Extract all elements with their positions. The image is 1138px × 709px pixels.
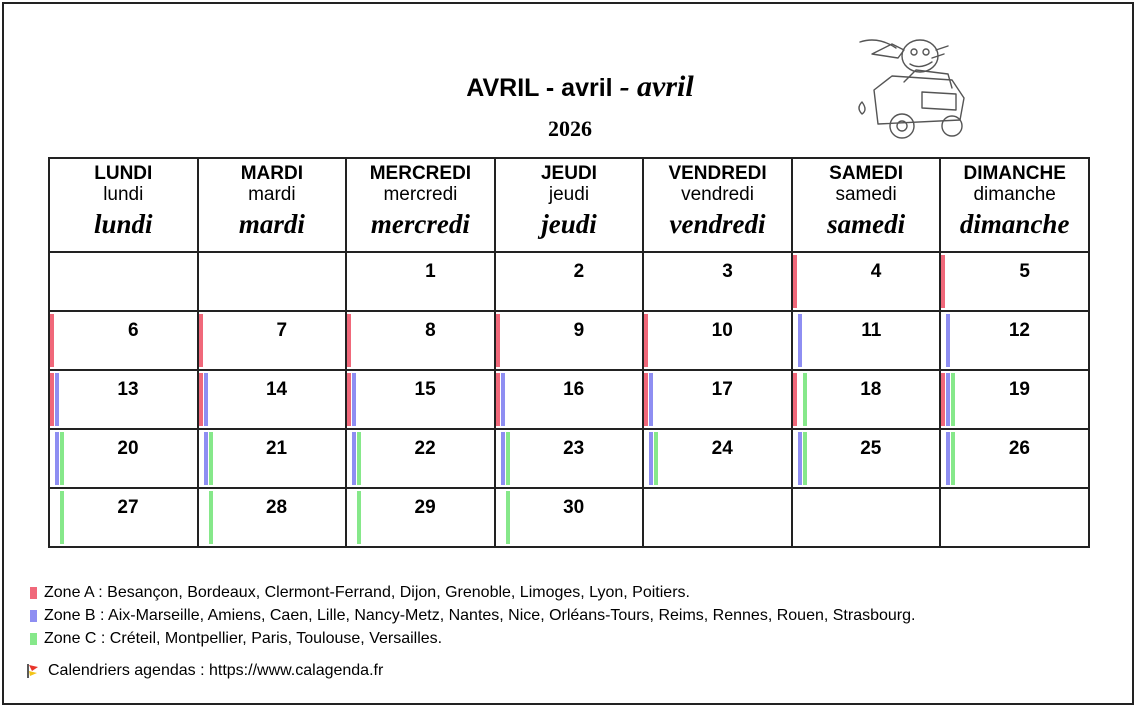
day-number: 13	[117, 379, 139, 400]
week-row	[49, 311, 1089, 370]
empty-day-cell	[940, 488, 1089, 547]
zone-a-holiday-bar	[793, 373, 797, 426]
weekday-cursive: mercredi	[370, 208, 470, 239]
day-number: 25	[860, 438, 882, 459]
zone-c-holiday-bar	[60, 432, 64, 485]
calagenda-logo-icon	[26, 663, 40, 679]
day-number: 9	[573, 320, 585, 341]
zone-c-text: Zone C : Créteil, Montpellier, Paris, Toulouse, Versailles.	[44, 630, 443, 647]
day-cell	[643, 252, 792, 311]
title-cursive: - avril	[619, 70, 694, 103]
zone-b-holiday-bar	[204, 373, 208, 426]
zone-b-holiday-bar	[501, 432, 505, 485]
day-number: 15	[414, 379, 436, 400]
zone-a-holiday-bar	[793, 255, 797, 308]
zone-b-holiday-bar	[649, 432, 653, 485]
day-number: 7	[276, 320, 288, 341]
legend-zone-a	[30, 581, 915, 604]
weekday-lower: mardi	[248, 184, 296, 206]
day-cell	[346, 252, 495, 311]
day-number: 23	[563, 438, 585, 459]
day-number: 10	[711, 320, 733, 341]
week-row	[49, 488, 1089, 547]
day-cell	[198, 488, 347, 547]
zone-b-text: Zone B : Aix-Marseille, Amiens, Caen, Lille, Nancy-Metz, Nantes, Nice, Orléans-Tours, Reims, Rennes, Rouen, Strasbourg.	[44, 607, 916, 624]
zone-b-holiday-bar	[798, 432, 802, 485]
zone-c-holiday-bar	[654, 432, 658, 485]
day-cell	[495, 488, 644, 547]
day-cell	[940, 311, 1089, 370]
day-cell	[495, 311, 644, 370]
day-cell	[792, 370, 941, 429]
zone-c-holiday-bar	[209, 491, 213, 544]
day-number: 22	[414, 438, 436, 459]
zone-a-holiday-bar	[50, 373, 54, 426]
day-cell	[346, 429, 495, 488]
legend-zone-b	[30, 604, 915, 627]
day-number: 17	[711, 379, 733, 400]
day-cell	[49, 311, 198, 370]
zone-c-holiday-bar	[803, 432, 807, 485]
zone-b-holiday-bar	[204, 432, 208, 485]
day-cell	[198, 311, 347, 370]
zone-a-holiday-bar	[347, 373, 351, 426]
weekday-cursive: mardi	[238, 208, 305, 239]
day-cell	[495, 252, 644, 311]
day-number: 6	[127, 320, 139, 341]
week-row	[49, 252, 1089, 311]
empty-day-cell	[198, 252, 347, 311]
day-cell	[643, 429, 792, 488]
zone-b-holiday-bar	[55, 432, 59, 485]
zone-a-holiday-bar	[50, 314, 54, 367]
day-cell	[792, 429, 941, 488]
day-number: 4	[870, 261, 882, 282]
day-number: 3	[722, 261, 733, 282]
day-number: 29	[414, 497, 436, 518]
weekday-upper: VENDREDI	[668, 163, 767, 184]
calendar-table	[48, 157, 1090, 548]
day-cell	[198, 429, 347, 488]
zone-a-swatch	[30, 587, 37, 599]
empty-day-cell	[643, 488, 792, 547]
weekday-header	[643, 158, 792, 252]
zone-c-holiday-bar	[357, 432, 361, 485]
legend-zone-c	[30, 627, 915, 650]
zone-c-holiday-bar	[60, 491, 64, 544]
zone-b-holiday-bar	[649, 373, 653, 426]
day-number: 1	[425, 261, 436, 282]
zone-a-holiday-bar	[941, 373, 945, 426]
day-number: 5	[1019, 261, 1030, 282]
day-number: 19	[1008, 379, 1030, 400]
day-cell	[792, 311, 941, 370]
title-upper: AVRIL - avril	[466, 74, 613, 102]
weekday-upper: MERCREDI	[369, 163, 472, 184]
day-cell	[49, 370, 198, 429]
zone-c-holiday-bar	[803, 373, 807, 426]
day-cell	[940, 429, 1089, 488]
day-number: 21	[265, 438, 288, 459]
weekday-upper: DIMANCHE	[963, 163, 1066, 184]
weekday-header	[495, 158, 644, 252]
zone-b-holiday-bar	[55, 373, 59, 426]
zone-a-holiday-bar	[941, 255, 945, 308]
day-cell	[495, 370, 644, 429]
zone-c-holiday-bar	[357, 491, 361, 544]
zone-c-holiday-bar	[506, 432, 510, 485]
empty-day-cell	[792, 488, 941, 547]
weekday-cursive: jeudi	[541, 208, 597, 239]
day-number: 12	[1008, 320, 1030, 341]
zone-c-holiday-bar	[209, 432, 213, 485]
empty-day-cell	[49, 252, 198, 311]
day-number: 24	[711, 438, 733, 459]
day-number: 26	[1008, 438, 1030, 459]
day-cell	[346, 370, 495, 429]
weekday-header	[940, 158, 1089, 252]
day-number: 16	[563, 379, 585, 400]
weekday-upper: LUNDI	[94, 163, 153, 184]
day-number: 11	[861, 320, 882, 341]
zone-c-holiday-bar	[951, 373, 955, 426]
day-number: 2	[573, 261, 585, 282]
weekday-lower: samedi	[835, 184, 897, 206]
day-cell	[792, 252, 941, 311]
day-number: 18	[860, 379, 882, 400]
day-cell	[346, 488, 495, 547]
weekday-upper: MARDI	[240, 163, 303, 184]
weekday-header-row	[49, 158, 1089, 252]
weekday-header	[198, 158, 347, 252]
zone-a-text: Zone A : Besançon, Bordeaux, Clermont-Ferrand, Dijon, Grenoble, Limoges, Lyon, Poitiers.	[44, 584, 690, 601]
zone-a-holiday-bar	[199, 373, 203, 426]
zone-b-holiday-bar	[946, 373, 950, 426]
day-cell	[940, 370, 1089, 429]
footer-text: Calendriers agendas : https://www.calagenda.fr	[48, 662, 384, 679]
zone-a-holiday-bar	[644, 314, 648, 367]
week-row	[49, 429, 1089, 488]
weekday-header	[49, 158, 198, 252]
zone-a-holiday-bar	[199, 314, 203, 367]
weekday-header	[792, 158, 941, 252]
zone-b-holiday-bar	[946, 432, 950, 485]
day-number: 27	[117, 497, 139, 518]
day-cell	[49, 429, 198, 488]
zone-c-holiday-bar	[951, 432, 955, 485]
day-cell	[643, 311, 792, 370]
zone-a-holiday-bar	[347, 314, 351, 367]
day-number: 14	[265, 379, 288, 400]
weekday-cursive: samedi	[827, 208, 906, 239]
day-number: 30	[563, 497, 585, 518]
weekday-lower: vendredi	[681, 184, 754, 206]
day-cell	[940, 252, 1089, 311]
weekday-header	[346, 158, 495, 252]
zone-b-holiday-bar	[798, 314, 802, 367]
zone-c-swatch	[30, 633, 37, 645]
zone-a-holiday-bar	[496, 314, 500, 367]
weekday-lower: jeudi	[548, 184, 590, 206]
weekday-cursive: vendredi	[669, 208, 766, 239]
weekday-lower: dimanche	[973, 184, 1056, 206]
zone-b-swatch	[30, 610, 37, 622]
page-title	[330, 70, 830, 104]
day-number: 20	[117, 438, 139, 459]
day-number: 28	[265, 497, 288, 518]
holiday-zone-legend	[30, 581, 915, 650]
weekday-cursive: dimanche	[959, 208, 1070, 239]
day-cell	[346, 311, 495, 370]
zone-b-holiday-bar	[352, 373, 356, 426]
week-row	[49, 370, 1089, 429]
footer-credit[interactable]	[26, 662, 383, 680]
day-cell	[495, 429, 644, 488]
weekday-lower: lundi	[103, 184, 144, 206]
zone-c-holiday-bar	[506, 491, 510, 544]
zone-b-holiday-bar	[946, 314, 950, 367]
weekday-upper: SAMEDI	[829, 163, 904, 184]
year-label: 2026	[548, 116, 592, 141]
zone-a-holiday-bar	[496, 373, 500, 426]
mascot-car-icon	[852, 32, 970, 144]
weekday-cursive: lundi	[94, 208, 153, 239]
zone-a-holiday-bar	[644, 373, 648, 426]
day-cell	[643, 370, 792, 429]
zone-b-holiday-bar	[352, 432, 356, 485]
day-number: 8	[425, 320, 436, 341]
zone-b-holiday-bar	[501, 373, 505, 426]
day-cell	[49, 488, 198, 547]
day-cell	[198, 370, 347, 429]
weekday-lower: mercredi	[383, 184, 458, 206]
weekday-upper: JEUDI	[540, 163, 597, 184]
